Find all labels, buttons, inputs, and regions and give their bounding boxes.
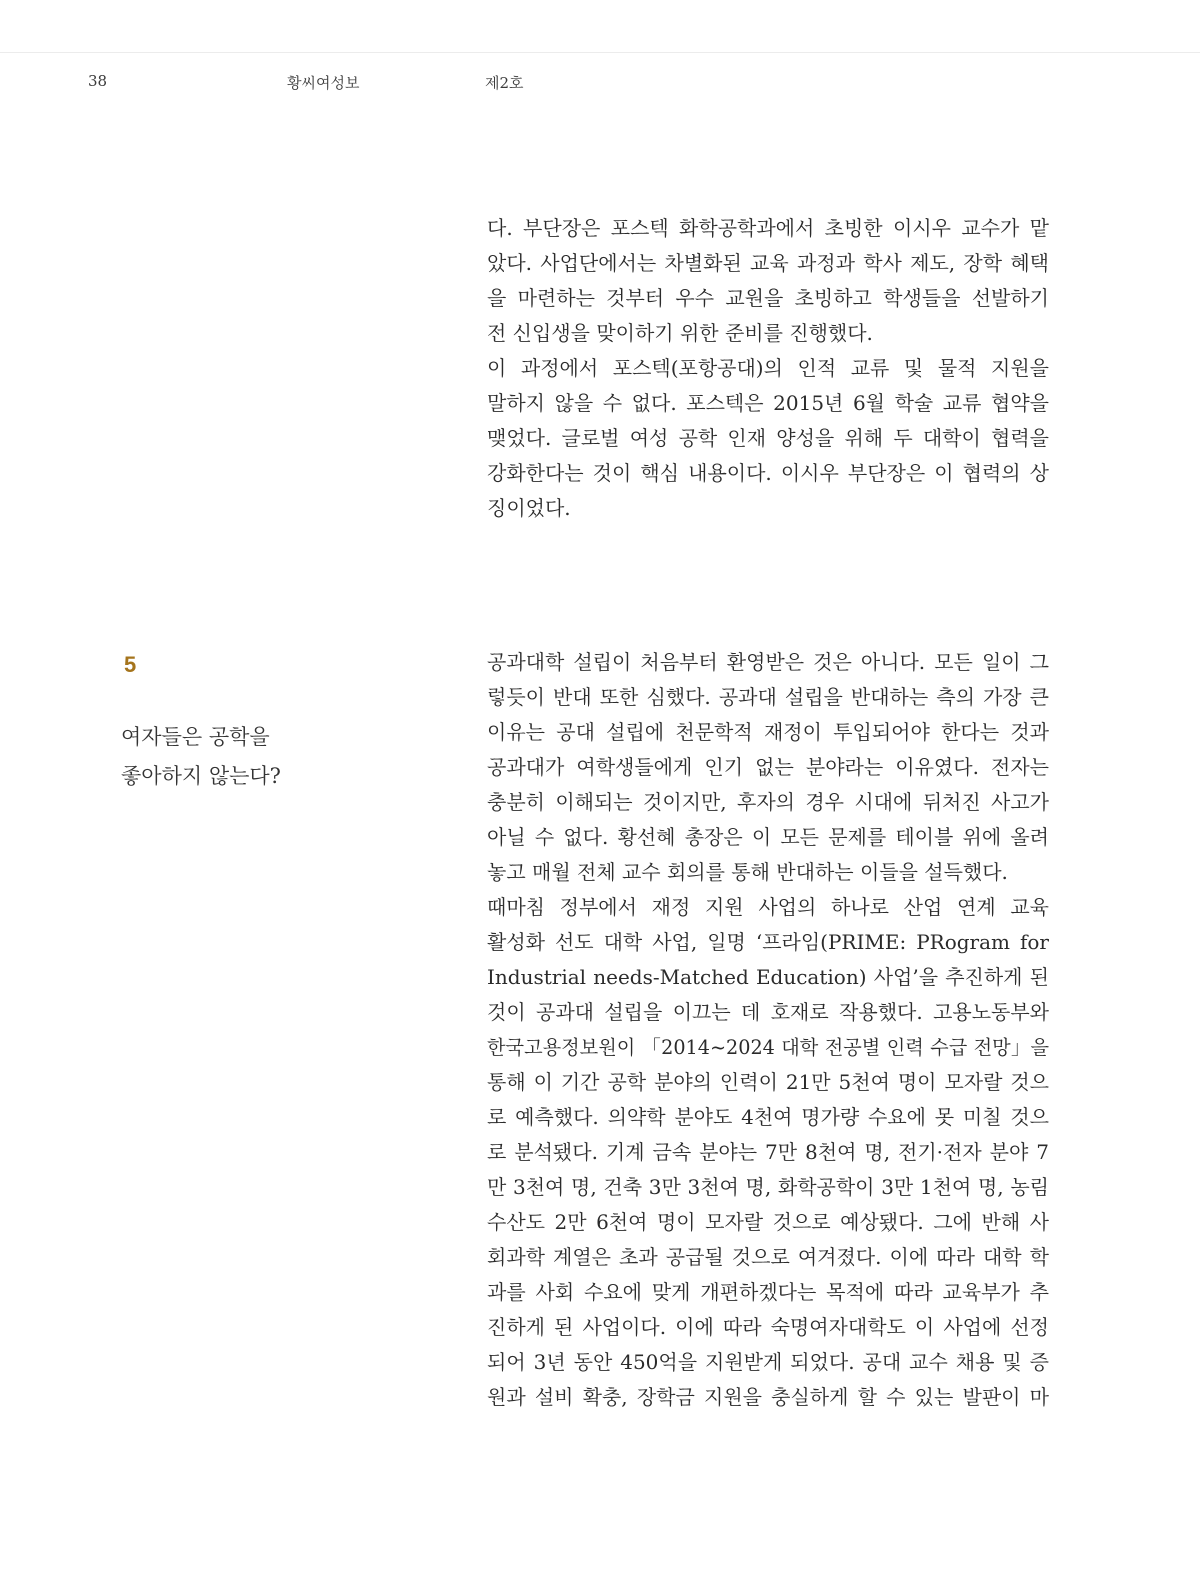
text-line: 것이 공과대 설립을 이끄는 데 호재로 작용했다. 고용노동부와 <box>487 1000 1049 1024</box>
text-line: 통해 이 기간 공학 분야의 인력이 21만 5천여 명이 모자랄 것으 <box>487 1070 1049 1094</box>
text-line: 충분히 이해되는 것이지만, 후자의 경우 시대에 뒤처진 사고가 <box>487 790 1049 814</box>
text-line: 을 마련하는 것부터 우수 교원을 초빙하고 학생들을 선발하기 <box>487 286 1049 310</box>
text-line: 전 신입생을 맞이하기 위한 준비를 진행했다. <box>487 321 873 345</box>
text-line: 로 예측했다. 의약학 분야도 4천여 명가량 수요에 못 미칠 것으 <box>487 1105 1049 1129</box>
text-line: 수산도 2만 6천여 명이 모자랄 것으로 예상됐다. 그에 반해 사 <box>487 1210 1049 1234</box>
text-line: 과를 사회 수요에 맞게 개편하겠다는 목적에 따라 교육부가 추 <box>487 1280 1049 1304</box>
text-line: 강화한다는 것이 핵심 내용이다. 이시우 부단장은 이 협력의 상 <box>487 461 1049 485</box>
section-number: 5 <box>124 652 137 677</box>
header-divider <box>0 52 1200 53</box>
page-number: 38 <box>88 72 108 90</box>
text-line: 이유는 공대 설립에 천문학적 재정이 투입되어야 한다는 것과 <box>487 720 1049 744</box>
text-line: 았다. 사업단에서는 차별화된 교육 과정과 학사 제도, 장학 혜택 <box>487 251 1049 275</box>
section-heading-line: 여자들은 공학을 <box>121 725 270 749</box>
section-heading-line: 좋아하지 않는다? <box>121 764 281 788</box>
text-line: 공과대학 설립이 처음부터 환영받은 것은 아니다. 모든 일이 그 <box>487 650 1049 674</box>
text-line: 공과대가 여학생들에게 인기 없는 분야라는 이유였다. 전자는 <box>487 755 1049 779</box>
text-line: 이 과정에서 포스텍(포항공대)의 인적 교류 및 물적 지원을 <box>487 356 1049 380</box>
text-line: 때마침 정부에서 재정 지원 사업의 하나로 산업 연계 교육 <box>487 895 1049 919</box>
text-line: 원과 설비 확충, 장학금 지원을 충실하게 할 수 있는 발판이 마 <box>487 1385 1049 1409</box>
text-line: 회과학 계열은 초과 공급될 것으로 여겨졌다. 이에 따라 대학 학 <box>487 1245 1049 1269</box>
text-line: 징이었다. <box>487 496 571 520</box>
text-line: 다. 부단장은 포스텍 화학공학과에서 초빙한 이시우 교수가 맡 <box>487 216 1049 240</box>
text-line: 한국고용정보원이 「2014~2024 대학 전공별 인력 수급 전망」을 <box>487 1036 1049 1059</box>
text-line: 활성화 선도 대학 사업, 일명 ‘프라임(PRIME: PRogram for <box>487 930 1049 954</box>
body-text-bottom <box>487 645 1049 1415</box>
text-line: 맺었다. 글로벌 여성 공학 인재 양성을 위해 두 대학이 협력을 <box>487 426 1049 450</box>
magazine-title: 황씨여성보 <box>287 74 360 92</box>
section-heading <box>121 718 281 796</box>
text-line: 되어 3년 동안 450억을 지원받게 되었다. 공대 교수 채용 및 증 <box>487 1350 1049 1374</box>
text-line: Industrial needs-Matched Education) 사업’을 추진하게 된 <box>487 965 1049 989</box>
text-line: 로 분석됐다. 기계 금속 분야는 7만 8천여 명, 전기·전자 분야 7 <box>487 1140 1049 1164</box>
running-header <box>0 72 1200 96</box>
text-line: 렇듯이 반대 또한 심했다. 공과대 설립을 반대하는 측의 가장 큰 <box>487 685 1049 709</box>
text-line: 만 3천여 명, 건축 3만 3천여 명, 화학공학이 3만 1천여 명, 농림 <box>487 1175 1049 1199</box>
body-text-top <box>487 211 1049 526</box>
issue-label: 제2호 <box>485 74 524 92</box>
text-line: 아닐 수 없다. 황선혜 총장은 이 모든 문제를 테이블 위에 올려 <box>487 825 1049 849</box>
text-line: 말하지 않을 수 없다. 포스텍은 2015년 6월 학술 교류 협약을 <box>487 391 1049 415</box>
text-line: 진하게 된 사업이다. 이에 따라 숙명여자대학도 이 사업에 선정 <box>487 1315 1049 1339</box>
text-line: 놓고 매월 전체 교수 회의를 통해 반대하는 이들을 설득했다. <box>487 860 1008 884</box>
